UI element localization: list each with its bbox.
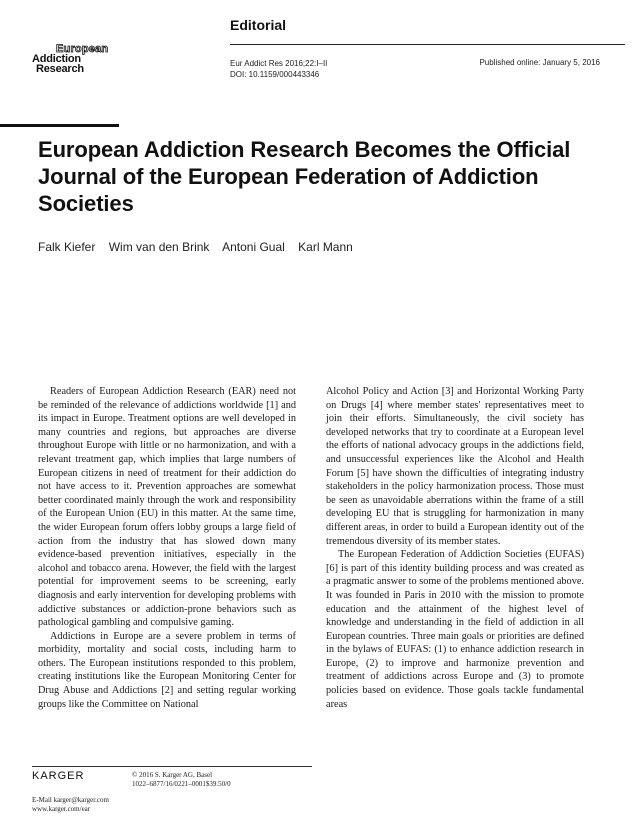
copyright-block	[132, 771, 231, 788]
logo-line-european: European	[56, 43, 109, 55]
author-name: Antoni Gual	[222, 240, 285, 254]
body-paragraph: The European Federation of Addiction Societies (EUFAS) [6] is part of this identity building process and was created as a pragmatic answer to some of the problems mentioned above. It was founded in Paris in 2010 with the mission to promote education and the attainment of the highest level of knowledge and understanding in the field of addiction in all European countries. Three main goals or priorities are defined in the bylaws of EUFAS: (1) to enhance addiction research in Europe, (2) to improve and harmonize prevention and treatment of addictions across Europe and (3) to promote policies based on evidence. Those goals tackle fundamental areas	[326, 549, 584, 710]
doi-link[interactable]: DOI: 10.1159/000443346	[230, 70, 320, 79]
logo-line-research: Research	[36, 63, 84, 75]
logo-line-addiction: Addiction	[32, 53, 81, 65]
author-list	[38, 240, 363, 254]
publisher-website[interactable]: www.karger.com/ear	[32, 805, 91, 813]
publisher-email[interactable]: E-Mail karger@karger.com	[32, 796, 109, 804]
author-name: Falk Kiefer	[38, 240, 96, 254]
body-paragraph: Alcohol Policy and Action [3] and Horizontal Working Party on Drugs [4] where member states' representatives meet to join their efforts. Simultaneously, the civil society has developed networks that try to coordinate at a European level the efforts of national advocacy groups in the addictions field, and unsuccessful experiences like the Alcohol and Health Forum [5] have shown the difficulties of integrating industry stakeholders in the policy harmonization process. Those must be seen as unavoidable aberrations within the frame of a still developing EU that is struggling for harmonization in many different areas, in order to build a European identity out of the tremendous diversity of its member states.	[326, 386, 584, 547]
published-date: Published online: January 5, 2016	[479, 58, 600, 67]
header-rule	[230, 44, 625, 45]
journal-citation: Eur Addict Res 2016;22:I–II	[230, 59, 328, 68]
section-label: Editorial	[230, 17, 287, 33]
citation-block	[230, 58, 327, 80]
author-name: Karl Mann	[298, 240, 353, 254]
author-name: Wim van den Brink	[108, 240, 210, 254]
body-column-right	[326, 385, 584, 711]
body-paragraph: Addictions in Europe are a severe problem in terms of morbidity, mortality and social costs, including harm to others. The European institutions responded to this problem, creating institutions like the European Monitoring Center for Drug Abuse and Addictions [2] and setting regular working groups like the Committee on National	[38, 630, 296, 710]
title-rule	[0, 124, 119, 127]
publisher-logo: KARGER	[32, 770, 85, 782]
body-paragraph: Readers of European Addiction Research (EAR) need not be reminded of the relevance of addictions worldwide [1] and its impact in Europe. Treatment options are well developed in many countries and regions, but approaches are diverse throughout Europe with little or no harmonization, and with a relevant treatment gap, which implies that large numbers of European citizens in need of treatment for their addiction do not have access to it. Prevention approaches are somewhat better coordinated mainly through the work and responsibility of the European Union (EU) in this matter. At the same time, the wider European forum offers lobby groups a large field of action from the industry that has slowed down many evidence-based prevention initiatives, especially in the alcohol and tobacco arena. However, the field with the largest potential for improvement seems to be screening, early diagnosis and early intervention for developing problems with addictive substances or addiction-prone behaviors such as pathological gambling and compulsive gaming.	[38, 386, 296, 629]
contact-block	[32, 796, 109, 814]
footer-rule	[32, 766, 312, 767]
issn-code: 1022–6877/16/0221–0001$39.50/0	[132, 779, 231, 788]
journal-logo	[32, 44, 108, 74]
article-title: European Addiction Research Becomes the Official Journal of the European Federation of Addiction Societies	[38, 137, 571, 216]
copyright-notice: © 2016 S. Karger AG, Basel	[132, 771, 213, 779]
body-column-left	[38, 385, 296, 711]
